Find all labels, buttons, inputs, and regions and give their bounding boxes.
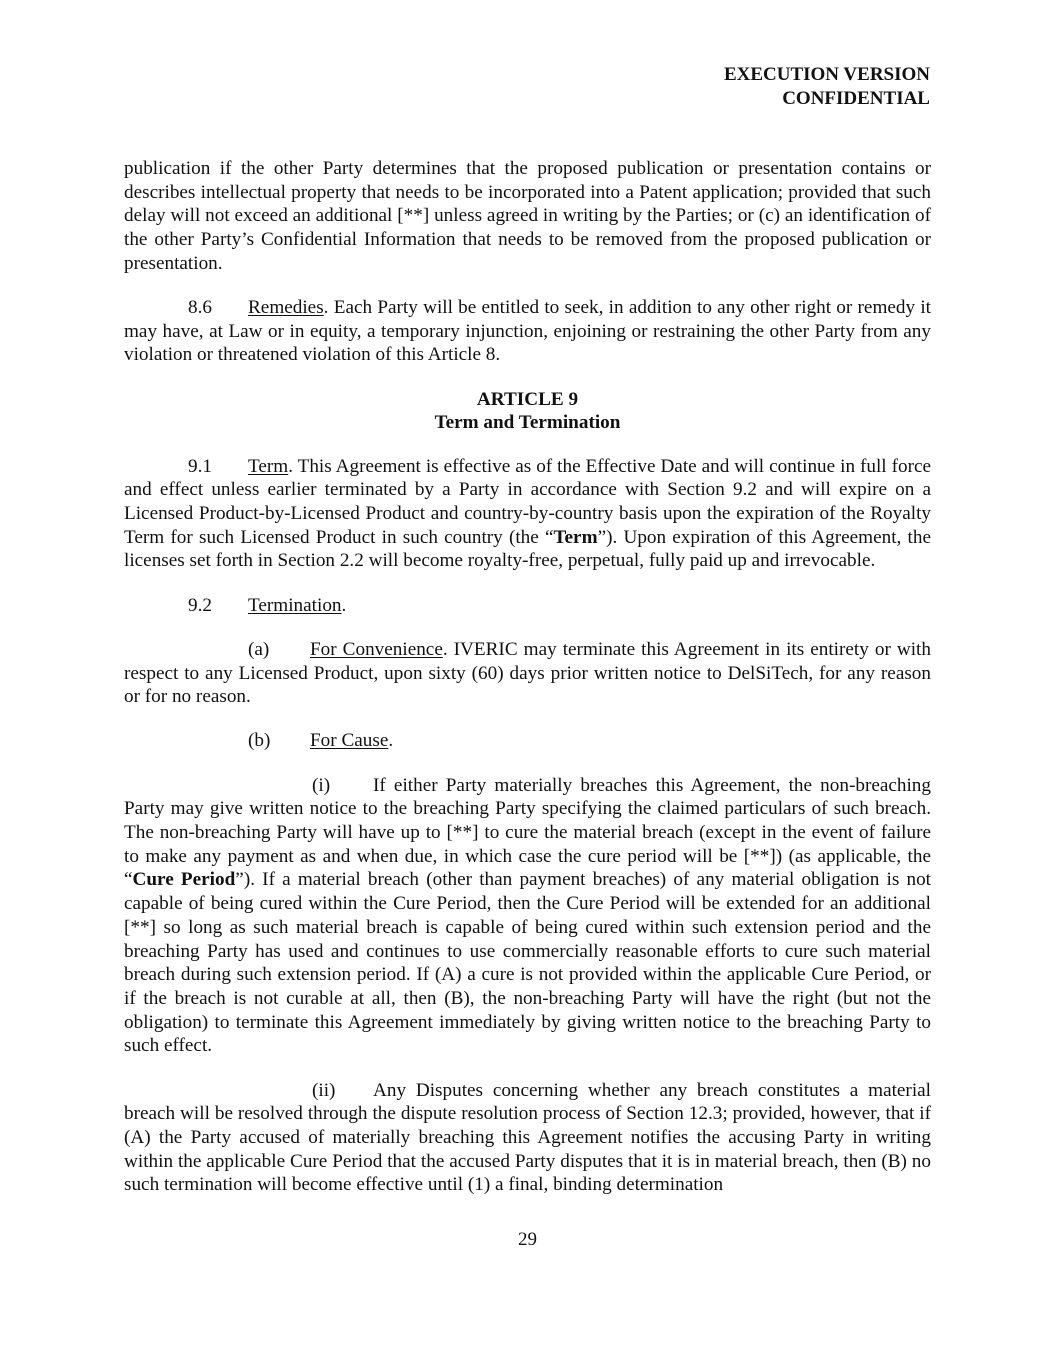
article-9-heading: [124, 388, 931, 435]
section-title: Termination: [248, 594, 342, 616]
intro-paragraph: publication if the other Party determines that the proposed publication or presentation contains or describes intellectual property that needs to be incorporated into a Patent application; provided that such delay will not exceed an additional [**] unless agreed in writing by the Parties; or (c) an identification of the other Party’s Confidential Information that needs to be removed from the proposed publication or presentation.: [124, 158, 931, 274]
section-8-6: [124, 296, 931, 367]
section-number: 9.2: [188, 594, 212, 616]
header-execution-version: EXECUTION VERSION: [723, 64, 930, 85]
section-9-2: [124, 594, 931, 618]
subsection-number: (b): [248, 730, 271, 752]
clause-number: (ii): [312, 1079, 336, 1101]
clause-text-a: If either Party materially breaches this Agreement, the non-breaching Party may give written notice to the breaching Party specifying the claimed particulars of such breach. The non-breaching Party will have up to [**] to cure the material breach (except in the event of failure to make any payment as and when due, in which case the cure period will be [**]) (as applicable, the “: [124, 774, 931, 891]
article-title: Term and Termination: [434, 412, 621, 434]
section-text: . Each Party will be entitled to seek, in addition to any other right or remedy it may have, at Law or in equity, a temporary injunction, enjoining or restraining the other Party from any violation or threatened violation of this Article 8.: [124, 297, 931, 366]
header-confidential: CONFIDENTIAL: [782, 88, 930, 109]
section-9-1: [124, 455, 931, 574]
section-text-a: . This Agreement is effective as of the Effective Date and will continue in full force and effect unless earlier terminated by a Party in accordance with Section 9.2 and will expire on a Licensed Product-by-Licensed Product and country-by-country basis upon the expiration of the Royalty Term for such Licensed Product in such country (the “: [124, 455, 931, 548]
section-text-b: ”). Upon expiration of this Agreement, the licenses set forth in Section 2.2 will become royalty-free, perpetual, fully paid up and irrevocable.: [124, 526, 931, 572]
article-number: ARTICLE 9: [476, 388, 579, 410]
section-9-2-b-ii: [124, 1079, 931, 1198]
section-9-2-b-i: [124, 774, 931, 1058]
defined-term: Cure Period: [132, 869, 236, 891]
section-title: Term: [248, 455, 289, 477]
section-9-2-a: [124, 638, 931, 709]
document-body: [124, 157, 931, 1218]
section-period: .: [341, 594, 347, 616]
page-number: 29: [518, 1229, 537, 1250]
section-number: 9.1: [188, 455, 212, 477]
clause-number: (i): [312, 774, 331, 796]
defined-term: Term: [553, 526, 598, 548]
clause-text-b: ”). If a material breach (other than payment breaches) of any material obligation is not capable of being cured within the Cure Period, then the Cure Period will be extended for an additional [**] so long as such material breach is capable of being cured within such extension period and the breaching Party has used and continues to use commercially reasonable efforts to cure such material breach during such extension period. If (A) a cure is not provided within the applicable Cure Period, or if the breach is not curable at all, then (B), the non-breaching Party will have the right (but not the obligation) to terminate this Agreement immediately by giving written notice to the breaching Party to such effect.: [124, 869, 931, 1057]
clause-text: Any Disputes concerning whether any breach constitutes a material breach will be resolved through the dispute resolution process of Section 12.3; provided, however, that if (A) the Party accused of materially breaching this Agreement notifies the accusing Party in writing within the applicable Cure Period that the accused Party disputes that it is in material breach, then (B) no such termination will become effective until (1) a final, binding determination: [124, 1079, 931, 1196]
document-header: [724, 63, 930, 111]
section-9-2-b: [124, 729, 931, 753]
section-title: Remedies: [248, 297, 324, 319]
subsection-title: For Convenience: [310, 638, 443, 660]
subsection-text: . IVERIC may terminate this Agreement in its entirety or with respect to any Licensed Product, upon sixty (60) days prior written notice to DelSiTech, for any reason or for no reason.: [124, 638, 931, 708]
subsection-number: (a): [248, 638, 270, 660]
section-number: 8.6: [188, 297, 212, 319]
subsection-title: For Cause: [310, 730, 389, 752]
subsection-period: .: [388, 730, 394, 752]
